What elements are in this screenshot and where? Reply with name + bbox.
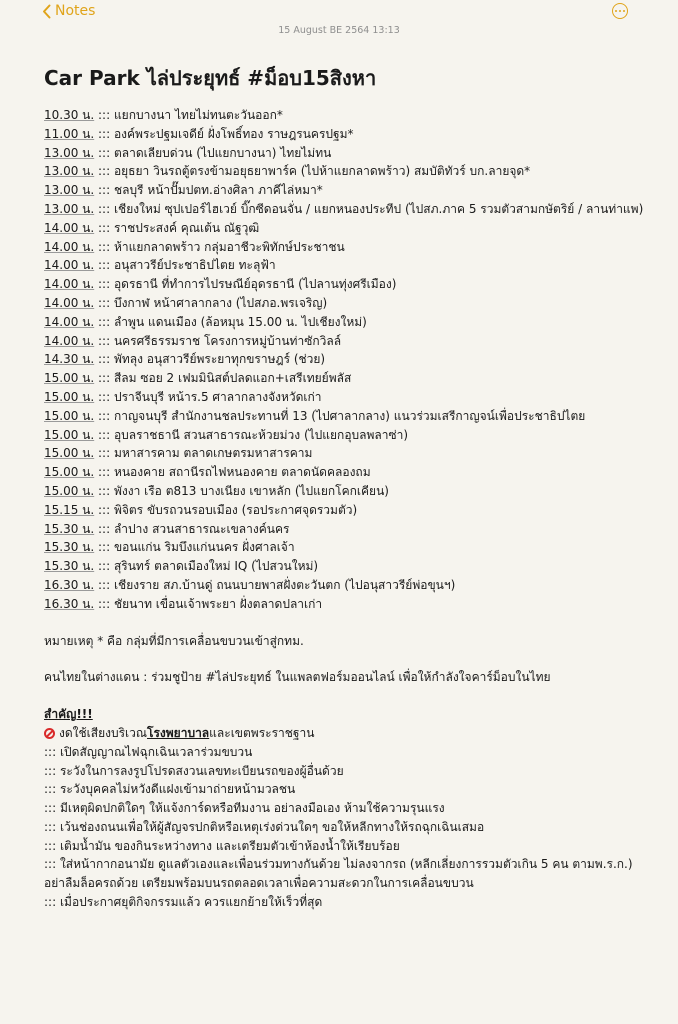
schedule-time: 15.00 น.: [44, 389, 95, 404]
schedule-item: [44, 238, 644, 257]
schedule-time: 16.30 น.: [44, 596, 95, 611]
schedule-time: 14.30 น.: [44, 352, 95, 367]
schedule-item: [44, 557, 644, 576]
schedule-item: [44, 520, 644, 539]
schedule-time: 14.00 น.: [44, 314, 95, 329]
schedule-location: ::: ห้าแยกลาดพร้าว กลุ่มอาชีวะพิทักษ์ประชาชน: [94, 239, 345, 254]
schedule-item: [44, 275, 644, 294]
schedule-location: ::: อุบลราชธานี สวนสาธารณะห้วยม่วง (ไปแยกอุบลพลาซ่า): [94, 427, 409, 442]
important-item: ::: มีเหตุผิดปกติใดๆ ให้แจ้งการ์ดหรือทีมงาน อย่าลงมือเอง ห้ามใช้ความรุนแรง: [44, 801, 445, 816]
schedule-location: ::: อนุสาวรีย์ประชาธิปไตย ทะลุฟ้า: [94, 258, 276, 273]
schedule-time: 13.00 น.: [44, 201, 95, 216]
schedule-time: 14.00 น.: [44, 277, 95, 292]
schedule-location: ::: ราชประสงค์ คุณเต้น ณัฐวุฒิ: [94, 220, 260, 235]
schedule-item: [44, 444, 644, 463]
important-item: ::: เปิดสัญญาณไฟฉุกเฉินเวลาร่วมขบวน: [44, 744, 253, 759]
schedule-location: ::: อุดรธานี ที่ทำการไปรษณีย์อุดรธานี (ไปลานทุ่งศรีเมือง): [94, 277, 397, 292]
schedule-location: ::: ตลาดเลียบด่วน (ไปแยกบางนา) ไทยไม่ทน: [94, 145, 332, 160]
schedule-item: [44, 332, 644, 351]
schedule-item: [44, 162, 644, 181]
schedule-item: [44, 125, 644, 144]
schedule-item: [44, 426, 644, 445]
important-item: ::: ระวังบุคคลไม่หวังดีแฝงเข้ามาถ่ายหน้ามวลชน: [44, 782, 296, 797]
no-entry-icon: [44, 728, 55, 739]
note-body[interactable]: [44, 64, 644, 912]
schedule-location: ::: พังงา เรือ ต813 บางเนียง เขาหลัก (ไปแยกโคกเคียน): [94, 483, 389, 498]
schedule-location: ::: หนองคาย สถานีรถไฟหนองคาย ตลาดนัดคลองถม: [94, 465, 371, 480]
note-date: 15 August BE 2564 13:13: [278, 25, 400, 36]
schedule-time: 15.00 น.: [44, 465, 95, 480]
schedule-time: 11.00 น.: [44, 126, 95, 141]
schedule-location: ::: ลำปาง สวนสาธารณะเขลางค์นคร: [94, 521, 290, 536]
schedule-location: ::: ชัยนาท เขื่อนเจ้าพระยา ฝั่งตลาดปลาเก่า: [94, 596, 323, 611]
schedule-item: [44, 181, 644, 200]
schedule-item: [44, 501, 644, 520]
schedule-time: 10.30 น.: [44, 108, 95, 122]
schedule-location: ::: เชียงราย สภ.บ้านดู่ ถนนบายพาสฝั่งตะวันตก (ไปอนุสาวรีย์พ่อขุนฯ): [94, 577, 456, 592]
schedule-item: [44, 407, 644, 426]
overseas-text: คนไทยในต่างแดน : ร่วมชูป้าย #ไล่ประยุทธ์ ในแพลตฟอร์มออนไลน์ เพื่อให้กำลังใจคาร์ม็อบในไทย: [44, 670, 551, 685]
schedule-item: [44, 256, 644, 275]
important-heading: สำคัญ!!!: [44, 707, 93, 722]
schedule-time: 15.00 น.: [44, 446, 95, 461]
schedule-list: [44, 106, 644, 614]
schedule-time: 15.15 น.: [44, 502, 95, 517]
schedule-item: [44, 388, 644, 407]
schedule-time: 15.00 น.: [44, 427, 95, 442]
spacer: [44, 650, 644, 668]
schedule-item: [44, 144, 644, 163]
schedule-time: 15.30 น.: [44, 559, 95, 574]
schedule-time: 13.00 น.: [44, 183, 95, 198]
important-list: [44, 743, 644, 912]
schedule-location: ::: ชลบุรี หน้าปั๊มปตท.อ่างศิลา ภาคีไล่หมา*: [94, 183, 323, 198]
schedule-location: ::: เชียงใหม่ ซุปเปอร์ไฮเวย์ บิ๊กซีดอนจั่น / แยกหนองประทีป (ไปสภ.ภาค 5 รวมตัวสามกษัตริย์ / ลานท่าแพ): [94, 201, 644, 216]
schedule-item: [44, 313, 644, 332]
important-first-item: [44, 724, 644, 743]
important-item: ::: เมื่อประกาศยุติกิจกรรมแล้ว ควรแยกย้ายให้เร็วที่สุด: [44, 895, 323, 910]
schedule-item: [44, 219, 644, 238]
schedule-time: 14.00 น.: [44, 258, 95, 273]
back-label: Notes: [55, 3, 96, 19]
top-bar: [0, 0, 678, 24]
schedule-time: 15.00 น.: [44, 483, 95, 498]
important-item: ::: เว้นช่องถนนเพื่อให้ผู้สัญจรปกติหรือเหตุเร่งด่วนใดๆ ขอให้หลีกทางให้รถฉุกเฉินเสมอ: [44, 819, 485, 834]
important-item: ::: ใส่หน้ากากอนามัย ดูแลตัวเองและเพื่อนร่วมทางกันด้วย ไม่ลงจากรถ (หลีกเลี่ยงการรวมตัวเกิน 5 คน ตามพ.ร.ก.) อย่าลืมล็อครถด้วย เตรียมพร้อมบนรถตลอดเวลาเพื่อความสะดวกในการเคลื่อนขบวน: [44, 857, 633, 891]
schedule-location: ::: พัทลุง อนุสาวรีย์พระยาทุกขราษฎร์ (ช่วย): [94, 352, 326, 367]
schedule-location: ::: มหาสารคาม ตลาดเกษตรมหาสารคาม: [94, 446, 313, 461]
schedule-item: [44, 294, 644, 313]
schedule-location: ::: ขอนแก่น ริมบึงแก่นนคร ฝั่งศาลเจ้า: [94, 540, 295, 555]
schedule-time: 14.00 น.: [44, 333, 95, 348]
schedule-time: 15.00 น.: [44, 408, 95, 423]
schedule-time: 15.30 น.: [44, 521, 95, 536]
schedule-time: 15.00 น.: [44, 371, 95, 386]
schedule-item: [44, 106, 644, 125]
schedule-item: [44, 200, 644, 219]
important-item: ::: ระวังในการลงรูปโปรดสงวนเลขทะเบียนรถของผู้อื่นด้วย: [44, 763, 344, 778]
schedule-location: ::: ปราจีนบุรี หน้าร.5 ศาลากลางจังหวัดเก่า: [94, 389, 322, 404]
note-title: Car Park ไล่ประยุทธ์ #ม็อบ15สิงหา: [44, 66, 377, 90]
schedule-item: [44, 350, 644, 369]
schedule-item: [44, 369, 644, 388]
schedule-time: 15.30 น.: [44, 540, 95, 555]
schedule-location: ::: บึงกาฬ หน้าศาลากลาง (ไปสภอ.พรเจริญ): [94, 295, 328, 310]
schedule-location: ::: แยกบางนา ไทยไม่ทนตะวันออก*: [94, 108, 283, 122]
schedule-location: ::: อยุธยา วินรถตู้ตรงข้ามอยุธยาพาร์ค (ไปห้าแยกลาดพร้าว) สมบัติทัวร์ บก.ลายจุด*: [94, 164, 531, 179]
schedule-item: [44, 538, 644, 557]
schedule-location: ::: สีลม ซอย 2 เฟมมินิสต์ปลดแอก+เสรีเทยย์พลัส: [94, 371, 352, 386]
schedule-item: [44, 463, 644, 482]
schedule-time: 13.00 น.: [44, 164, 95, 179]
schedule-location: ::: สุรินทร์ ตลาดเมืองใหม่ IQ (ไปสวนใหม่): [94, 559, 319, 574]
schedule-time: 13.00 น.: [44, 145, 95, 160]
schedule-location: ::: นครศรีธรรมราช โครงการหมู่บ้านท่าซักวิลล์: [94, 333, 342, 348]
schedule-location: ::: กาญจนบุรี สำนักงานชลประทานที่ 13 (ไปศาลากลาง) แนวร่วมเสรีกาญจน์เพื่อประชาธิปไตย: [94, 408, 586, 423]
schedule-item: [44, 576, 644, 595]
schedule-time: 14.00 น.: [44, 239, 95, 254]
important-first-emphasis: โรงพยาบาล: [147, 725, 210, 740]
schedule-item: [44, 482, 644, 501]
chevron-left-icon: [42, 4, 51, 19]
spacer: [44, 614, 644, 632]
schedule-time: 16.30 น.: [44, 577, 95, 592]
schedule-location: ::: ลำพูน แดนเมือง (ล้อหมุน 15.00 น. ไปเชียงใหม่): [94, 314, 367, 329]
ellipsis-circle-icon[interactable]: [612, 3, 628, 19]
schedule-time: 14.00 น.: [44, 220, 95, 235]
spacer: [44, 687, 644, 705]
schedule-location: ::: พิจิตร ขับรถวนรอบเมือง (รอประกาศจุดรวมตัว): [94, 502, 358, 517]
important-item: ::: เติมน้ำมัน ของกินระหว่างทาง และเตรียมตัวเข้าห้องน้ำให้เรียบร้อย: [44, 838, 400, 853]
important-first-prefix: งดใช้เสียงบริเวณ: [59, 725, 148, 740]
schedule-location: ::: องค์พระปฐมเจดีย์ ฝั่งโพธิ์ทอง ราษฎรนครปฐม*: [94, 126, 354, 141]
schedule-time: 14.00 น.: [44, 295, 95, 310]
important-first-suffix: และเขตพระราชฐาน: [209, 725, 315, 740]
schedule-item: [44, 595, 644, 614]
back-to-notes-button[interactable]: [42, 3, 95, 19]
remark-text: หมายเหตุ * คือ กลุ่มที่มีการเคลื่อนขบวนเข้าสู่กทม.: [44, 633, 304, 648]
